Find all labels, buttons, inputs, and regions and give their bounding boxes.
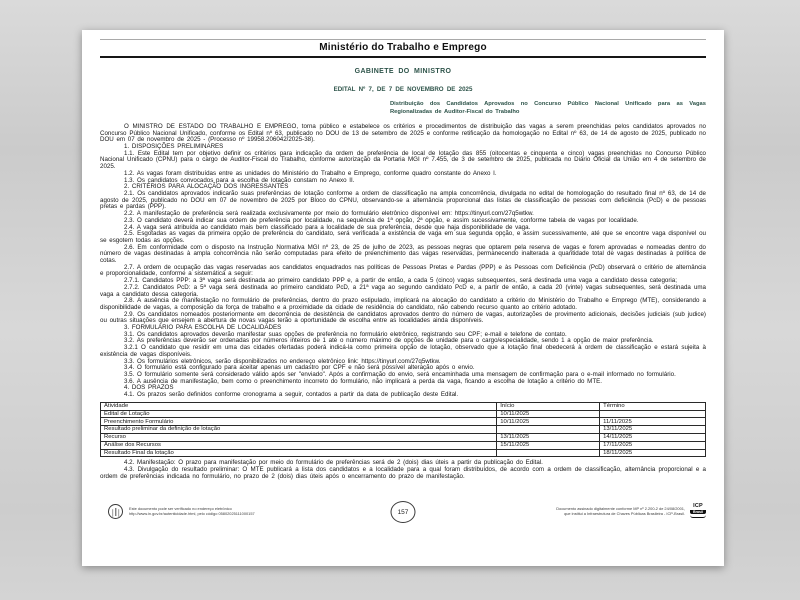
edital-title: EDITAL Nº 7, DE 7 DE NOVEMBRO DE 2025: [333, 86, 473, 93]
paragraph: 2.2. A manifestação de preferência será realizada exclusivamente por meio do formulário eletrônico disponível em: https://tinyurl.com/27q5wtkw.: [124, 210, 534, 218]
signature-text: [556, 504, 685, 516]
table-cell: Edital de Lotação: [101, 410, 497, 418]
paragraph: 2.5. Esgotadas as vagas da primeira opção de preferência do candidato, será verificada a existência de vaga em sua segunda opção, e assim sucessivamente, até que se encontre vaga disponível ou se esgotem todas as opções.: [100, 230, 706, 244]
page-number-badge: [391, 501, 416, 523]
paragraph: 3.4. O formulário está configurado para aceitar apenas um cadastro por CPF e não será possível alteração após o envio.: [124, 364, 475, 372]
footer: [100, 504, 706, 528]
paragraph: 3.6. A ausência de manifestação, bem como o preenchimento incorreto do formulário, não implicará a perda da vaga, ficando a escolha de lotação a critério do MTE.: [124, 377, 602, 385]
table-row: [101, 433, 706, 441]
table-cell: 10/11/2025: [497, 410, 600, 418]
table-cell: 13/11/2025: [600, 426, 706, 434]
paragraph: 3.2. As preferências deverão ser ordenadas por números inteiros de 1 até o número máximo de opções de unidade para o cargo/especialidade, sendo 1 a opção de maior preferência.: [124, 337, 654, 345]
paragraph: 3.5. O formulário somente será considerado válido após ser "enviado". Após a confirmação do envio, será encaminhada uma mensagem de confirmação para o e-mail informado no formulário.: [124, 370, 676, 378]
page-number: 157: [397, 508, 409, 516]
paragraph: 2.1. Os candidatos aprovados indicarão suas preferências de lotação conforme a ordem de classificação na ampla concorrência, divulgada no edital de homologação do resultado final nº 63, de 14 de agosto de 2025, publicado no DOU em 07 de novembro de 2025 por Bloco do CPNU, observando-se a alternância proporcional das listas de classificação de pessoas com deficiência (PcD) e de pessoas pretas e pardas (PPP).: [100, 190, 706, 211]
schedule-table: [100, 402, 706, 458]
table-cell: Análise dos Recursos: [101, 441, 497, 449]
schedule-table-body: [101, 410, 706, 457]
paragraph: 2.6. Em conformidade com o disposto na Instrução Normativa MGI nº 23, de 25 de julho de 2023, as pessoas negras que optarem pela reserva de vagas e forem aprovadas e nomeadas dentro do número de vagas destinadas à ampla concorrência não serão computadas para efeito de preenchimento das vagas reservadas, permanecendo inalterada a quantidade total de vagas destinadas à política de cotas.: [100, 243, 706, 265]
schedule-table-head: [101, 402, 706, 410]
table-row: [101, 449, 706, 457]
table-cell: 14/11/2025: [600, 433, 706, 441]
table-cell: 15/11/2025: [497, 441, 600, 449]
footer-verification: [108, 504, 255, 519]
summary-text: Distribuição dos Candidatos Aprovados no Concurso Público Nacional Unificado para as Vagas Regionalizadas de Auditor-Fiscal do Trabalho: [390, 101, 706, 115]
table-cell: 13/11/2025: [497, 433, 600, 441]
table-cell: Resultado Final da lotação: [101, 449, 497, 457]
table-cell: 18/11/2025: [600, 449, 706, 457]
signature-line1: Documento assinado digitalmente conforme MP nº 2.200-2 de 24/08/2001,: [556, 506, 685, 511]
table-cell: Preenchimento Formulário: [101, 418, 497, 426]
orgao-heading: GABINETE DO MINISTRO: [354, 68, 452, 75]
verification-line2: http://www.in.gov.br/autenticidade.html, pelo código 05802025111000157: [129, 511, 255, 516]
after-table-paragraphs: [100, 460, 706, 480]
table-cell: 17/11/2025: [600, 441, 706, 449]
paragraph: 1.2. As vagas foram distribuídas entre as unidades do Ministério do Trabalho e Emprego, conforme quadro constante do Anexo I.: [124, 169, 497, 177]
table-row: [101, 441, 706, 449]
table-cell: [497, 426, 600, 434]
paragraph: 2.7. A ordem de ocupação das vagas reservadas aos candidatos enquadrados nas políticas de Pessoas Pretas e Pardas (PPP) e às Pessoas com Deficiência (PcD) observará o critério de alternância e proporcionalidade, conforme a sistemática a seguir:: [100, 263, 706, 278]
icp-logo-bottom: Brasil: [690, 510, 706, 515]
footer-signature: [556, 504, 706, 518]
table-cell: [600, 410, 706, 418]
table-cell: Resultado preliminar da definição de lotação: [101, 426, 497, 434]
paragraph: 1.1. Este Edital tem por objetivo definir os critérios para indicação da ordem de preferência de local de lotação das 855 (oitocentas e cinquenta e cinco) vagas preenchidas no Concurso Público Nacional Unificado (CPNU) para o cargo de Auditor-Fiscal do Trabalho, conforme autorização da Portaria MGI nº 7.455, de 3 de setembro de 2025, publicada no Diário Oficial da União em 4 de setembro de 2025.: [100, 149, 706, 171]
table-header-row: [101, 402, 706, 410]
paragraph: 1.3. Os candidatos convocados para a escolha de lotação constam no Anexo II.: [124, 176, 355, 184]
paragraph: O MINISTRO DE ESTADO DO TRABALHO E EMPREGO, torna público e estabelece os critérios e procedimentos de distribuição das vagas a serem preenchidas pelos candidatos aprovados no Concurso Público Nacional Unificado, conforme os Edital nº 63, publicado no DOU de 13 de setembro de 2025 e conforme retificação da homologação no Edital nº 63, de 14 de agosto de 2025, publicado no DOU em 07 de novembro de 2025 - (Processo nº 19958.206042/2025-38).: [100, 122, 706, 144]
paragraph: 2. CRITÉRIOS PARA ALOCAÇÃO DOS INGRESSANTES: [124, 183, 289, 191]
paragraph: 2.9. Os candidatos nomeados posteriormente em decorrência de desistência de candidatos aprovados dentro do número de vagas, autorizações de provimento adicionais, decisões judiciais (sub judice) ou outras situações que ensejem a abertura de novas vagas terão a oportunidade de escolha entre as localidades ainda disponíveis.: [100, 310, 706, 325]
verification-text: [129, 504, 255, 516]
emblem-plant-icon: [115, 508, 116, 516]
paragraph: 2.3. O candidato deverá indicar sua ordem de preferência por localidade, na sequência de 1ª opção, 2ª opção, e assim sucessivamente, conforme tabela de vagas por localidade.: [124, 216, 639, 224]
paragraph: 4.2. Manifestação: O prazo para manifestação por meio do formulário de preferências será de 2 (dois) dias úteis a partir da publicação do Edital.: [124, 459, 543, 467]
paragraph: 3.1. Os candidatos aprovados deverão manifestar suas opções de preferência no formulário eletrônico, registrando seu CPF; e-mail e telefone de contato.: [124, 330, 567, 338]
paragraph: 2.8. A ausência de manifestação no formulário de preferências, dentro do prazo estipulado, implicará na alocação do candidato a critério do Ministério do Trabalho e Emprego (MTE), considerando a disponibilidade de vagas, a composição da força de trabalho e a proximidade da cidade de residência do candidato, não cabendo recurso quanto ao critério adotado.: [100, 297, 706, 311]
table-row: [101, 426, 706, 434]
paragraph: 3. FORMULÁRIO PARA ESCOLHA DE LOCALIDADES: [124, 324, 282, 332]
paragraph: 4.1. Os prazos serão definidos conforme cronograma a seguir, contados a partir da data de publicação deste Edital.: [124, 391, 459, 399]
paragraph: 3.3. Os formulários eletrônicos, serão disponibilizados no endereço eletrônico link: https://tinyurl.com/27q5wtkw.: [124, 357, 441, 365]
document-page: [82, 30, 724, 566]
paragraph: 2.4. A vaga será atribuída ao candidato mais bem classificado para a localidade de sua preferência, desde que haja disponibilidade de vaga.: [124, 223, 531, 231]
table-cell: Recurso: [101, 433, 497, 441]
imprensa-nacional-logo-icon: [108, 504, 123, 519]
table-header-cell: Término: [600, 402, 706, 410]
paragraph: 3.2.1 O candidato que residir em uma das cidades ofertadas poderá indicá-la como primeira opção de lotação, observado que a lotação final obedecerá à ordem de classificação e estará sujeita à existência de vagas disponíveis.: [100, 344, 706, 358]
table-row: [101, 418, 706, 426]
table-header-cell: Atividade: [101, 402, 497, 410]
table-row: [101, 410, 706, 418]
icp-brasil-logo: [690, 504, 706, 518]
verification-line1: Este documento pode ser verificado no endereço eletrônico: [129, 506, 232, 511]
table-cell: [497, 449, 600, 457]
signature-line2: que institui a Infraestrutura de Chaves Públicas Brasileira - ICP-Brasil.: [564, 511, 685, 516]
paragraph: 2.7.1. Candidatos PPP: a 3ª vaga será destinada ao primeiro candidato PPP e, a partir de então, a cada 5 (cinco) vagas subsequentes, será destinada uma vaga a candidato dessa categoria;: [124, 277, 677, 285]
table-header-cell: Início: [497, 402, 600, 410]
icp-logo-top: ICP: [693, 503, 703, 509]
table-cell: 10/11/2025: [497, 418, 600, 426]
paragraph: 2.7.2. Candidatos PcD: a 5ª vaga será destinada ao primeiro candidato PcD, a 21ª vaga ao segundo candidato PcD e, a partir de então, a cada 20 (vinte) vagas subsequentes, será destinada uma vaga a candidato dessa categoria.: [100, 283, 706, 298]
paragraph: 4.3. Divulgação do resultado preliminar: O MTE publicará a lista dos candidatos e a localidade para a qual foram distribuídos, de acordo com a ordem de classificação, alternância proporcional e a ordem de preferências indicada no formulário, no prazo de 2 (dois) dias úteis após o encerramento do prazo de manifestação.: [100, 466, 706, 480]
masthead: [100, 39, 706, 58]
icp-logo-swoosh-icon: [690, 515, 706, 518]
paragraph: 1. DISPOSIÇÕES PRELIMINARES: [124, 143, 224, 151]
ministry-title: Ministério do Trabalho e Emprego: [319, 42, 487, 53]
body-paragraphs: [100, 124, 706, 399]
paragraph: 4. DOS PRAZOS: [124, 384, 174, 392]
table-cell: 11/11/2025: [600, 418, 706, 426]
